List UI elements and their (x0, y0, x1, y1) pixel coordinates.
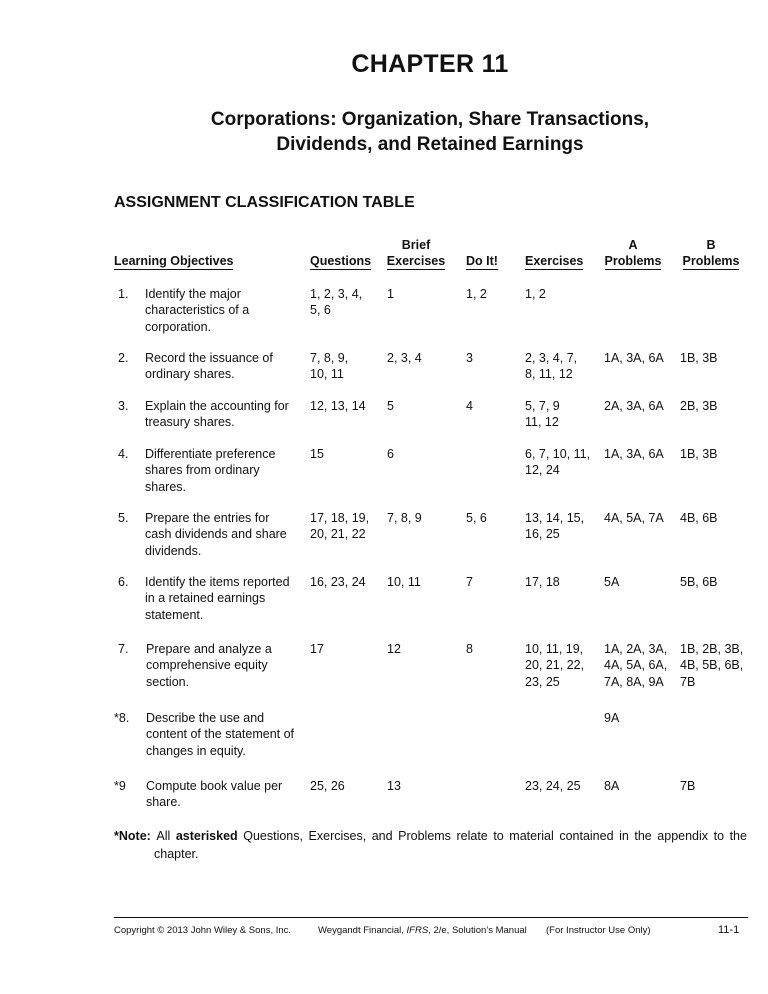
cell-questions (310, 398, 366, 414)
cell-line: 4A, 5A, 7A (604, 511, 664, 525)
cell-brief-exercises (387, 641, 401, 657)
objective-text (146, 641, 306, 690)
cell-b-problems (680, 350, 718, 366)
objective-number: 3. (118, 399, 129, 413)
cell-line: 4B, 6B (680, 511, 718, 525)
note-word: to (493, 829, 504, 843)
cell-line: 10, 11, 19, (525, 642, 584, 656)
cell-b-problems (680, 398, 718, 414)
objective-line: Prepare and analyze a (146, 642, 272, 656)
cell-line: 23, 25 (525, 674, 560, 689)
cell-line: 4 (466, 399, 473, 413)
cell-a-problems (604, 574, 619, 590)
note-line-2: chapter. (154, 847, 199, 861)
cell-line: 20, 21, 22, (525, 658, 585, 673)
cell-line: 15 (310, 447, 324, 461)
cell-line: 25, 26 (310, 779, 345, 793)
subtitle-line-1: Corporations: Organization, Share Transactions, (210, 109, 650, 130)
cell-line: 12, 24 (525, 463, 560, 478)
note-word: appendix (657, 829, 709, 843)
cell-line: 1, 2 (466, 287, 487, 301)
cell-line: 9A (604, 711, 620, 725)
header-exercises: Exercises (525, 254, 584, 268)
cell-b-problems (680, 778, 695, 794)
cell-line: 1A, 3A, 6A (604, 447, 664, 461)
cell-line: 1, 2 (525, 287, 546, 301)
note-word: Questions, (243, 829, 303, 843)
footer-manual-title (318, 925, 527, 936)
objective-line: Record the issuance of (145, 351, 273, 365)
objective-text (145, 574, 305, 623)
cell-a-problems (604, 641, 667, 690)
chapter-subtitle (120, 107, 740, 157)
cell-line: 7, 8, 9 (387, 511, 422, 525)
objective-line: Differentiate preference (145, 447, 276, 461)
note-word: to (713, 829, 725, 843)
cell-questions (310, 350, 348, 383)
note-label: *Note: (114, 829, 151, 843)
cell-line: 13 (387, 779, 401, 793)
cell-line: 7A, 8A, 9A (604, 674, 664, 689)
objective-line: section. (146, 674, 190, 689)
cell-line: 8A (604, 779, 620, 793)
header-learning-objectives: Learning Objectives (114, 254, 234, 268)
objective-line: Prepare the entries for (145, 511, 270, 525)
cell-line: 5B, 6B (680, 575, 718, 589)
cell-line: 4B, 5B, 6B, (680, 658, 744, 673)
cell-line: 2A, 3A, 6A (604, 399, 664, 413)
cell-exercises (525, 510, 584, 543)
cell-line: 3 (466, 351, 473, 365)
note-word: All (156, 829, 171, 843)
objective-text (146, 710, 306, 759)
objective-number: 4. (118, 447, 129, 461)
cell-questions (310, 510, 369, 543)
cell-brief-exercises (387, 778, 401, 794)
cell-do-it (466, 641, 473, 657)
cell-exercises (525, 574, 560, 590)
cell-line: 2, 3, 4, 7, (525, 351, 578, 365)
objective-number: *9 (114, 779, 126, 793)
cell-brief-exercises (387, 286, 394, 302)
objective-text (145, 446, 305, 495)
chapter-title: CHAPTER 11 (351, 50, 509, 78)
note-word: the (729, 829, 747, 843)
note-word: in (619, 829, 629, 843)
cell-line: 1B, 2B, 3B, (680, 642, 744, 656)
cell-line: 16, 25 (525, 527, 560, 542)
subtitle-line-2: Dividends, and Retained Earnings (276, 134, 584, 155)
cell-line: 7 (466, 575, 473, 589)
objective-line: in a retained earnings (145, 591, 266, 606)
objective-line: treasury shares. (145, 415, 235, 430)
cell-line: 1A, 3A, 6A (604, 351, 664, 365)
objective-line: changes in equity. (146, 743, 246, 758)
cell-line: 10, 11 (310, 367, 344, 382)
objective-text (145, 510, 305, 559)
header-b-problems: Problems (682, 254, 740, 268)
cell-questions (310, 778, 345, 794)
cell-brief-exercises (387, 398, 394, 414)
header-a-problems: Problems (604, 254, 662, 268)
footer-divider (114, 917, 748, 918)
cell-line: 1B, 3B (680, 351, 718, 365)
footer-manual-suffix: , 2/e, Solution’s Manual (428, 925, 527, 936)
header-a-top: A (628, 238, 638, 252)
cell-questions (310, 446, 324, 462)
cell-do-it (466, 574, 473, 590)
cell-line: 1, 2, 3, 4, (310, 287, 363, 301)
cell-line: 8, 11, 12 (525, 367, 573, 382)
cell-do-it (466, 510, 487, 526)
footer-copyright: Copyright © 2013 John Wiley & Sons, Inc. (114, 925, 292, 936)
header-brief-top: Brief (401, 238, 431, 252)
objective-number: 6. (118, 575, 129, 589)
cell-exercises (525, 398, 560, 431)
cell-exercises (525, 286, 546, 302)
cell-line: 2B, 3B (680, 399, 718, 413)
header-b-top: B (706, 238, 716, 252)
cell-line: 1 (387, 287, 394, 301)
cell-a-problems (604, 510, 664, 526)
cell-line: 5A (604, 575, 620, 589)
objective-text (145, 350, 305, 383)
header-questions: Questions (310, 254, 372, 268)
cell-questions (310, 574, 366, 590)
cell-line: 13, 14, 15, (525, 511, 585, 525)
note-word: Exercises, (308, 829, 367, 843)
cell-line: 5, 6 (310, 303, 331, 318)
header-do-it: Do It! (466, 254, 498, 268)
cell-line: 4A, 5A, 6A, (604, 658, 668, 673)
cell-line: 20, 21, 22 (310, 527, 366, 542)
cell-line: 7, 8, 9, (310, 351, 349, 365)
cell-line: 7B (680, 779, 696, 793)
cell-brief-exercises (387, 446, 394, 462)
cell-line: 5, 6 (466, 511, 487, 525)
cell-line: 17, 18, 19, (310, 511, 370, 525)
cell-brief-exercises (387, 510, 422, 526)
cell-questions (310, 286, 362, 319)
objective-number: *8. (114, 711, 130, 725)
objective-line: corporation. (145, 319, 212, 334)
objective-line: Describe the use and (146, 711, 265, 725)
objective-line: shares from ordinary (145, 463, 260, 478)
footer-manual-prefix: Weygandt Financial, (318, 925, 404, 936)
cell-line: 16, 23, 24 (310, 575, 366, 589)
cell-questions (310, 641, 324, 657)
objective-line: cash dividends and share (145, 527, 287, 542)
note-word: material (509, 829, 554, 843)
cell-line: 10, 11 (387, 575, 421, 589)
objective-number: 1. (118, 287, 129, 301)
cell-b-problems (680, 446, 718, 462)
cell-brief-exercises (387, 350, 422, 366)
cell-line: 5 (387, 399, 394, 413)
cell-a-problems (604, 350, 664, 366)
cell-brief-exercises (387, 574, 421, 590)
cell-line: 8 (466, 642, 473, 656)
footer-page-number: 11-1 (718, 924, 740, 936)
note-word: Problems (398, 829, 451, 843)
objective-line: characteristics of a (145, 303, 250, 318)
cell-exercises (525, 350, 577, 383)
cell-exercises (525, 778, 581, 794)
cell-line: 2, 3, 4 (387, 351, 422, 365)
objective-line: dividends. (145, 543, 202, 558)
cell-line: 23, 24, 25 (525, 779, 581, 793)
cell-line: 11, 12 (525, 415, 559, 430)
cell-line: 7B (680, 674, 696, 689)
cell-b-problems (680, 510, 718, 526)
cell-exercises (525, 446, 590, 479)
appendix-note (114, 827, 747, 863)
objective-line: Explain the accounting for (145, 399, 289, 413)
objective-line: share. (146, 795, 181, 810)
cell-b-problems (680, 574, 718, 590)
cell-exercises (525, 641, 584, 690)
objective-line: Compute book value per (146, 779, 283, 793)
note-word: and (371, 829, 393, 843)
cell-do-it (466, 350, 473, 366)
note-emphasis: asterisked (175, 829, 238, 843)
cell-a-problems (604, 778, 619, 794)
section-title: ASSIGNMENT CLASSIFICATION TABLE (114, 194, 415, 211)
footer-instructor-note: (For Instructor Use Only) (546, 925, 651, 936)
cell-line: 5, 7, 9 (525, 399, 560, 413)
objective-text (146, 778, 306, 811)
objective-line: content of the statement of (146, 727, 295, 742)
cell-do-it (466, 398, 473, 414)
objective-number: 2. (118, 351, 129, 365)
footer-manual-italic: IFRS (406, 925, 429, 936)
note-word: contained (559, 829, 614, 843)
objective-number: 7. (118, 642, 129, 656)
cell-a-problems (604, 710, 619, 726)
objective-text (145, 286, 305, 335)
objective-line: statement. (145, 607, 204, 622)
cell-line: 17, 18 (525, 575, 560, 589)
cell-line: 6, 7, 10, 11, (525, 447, 591, 461)
header-brief-exercises: Exercises (386, 254, 446, 268)
objective-line: comprehensive equity (146, 658, 268, 673)
cell-a-problems (604, 398, 664, 414)
objective-line: Identify the major (145, 287, 241, 301)
objective-number: 5. (118, 511, 129, 525)
note-word: the (634, 829, 652, 843)
cell-line: 6 (387, 447, 394, 461)
objective-line: Identify the items reported (145, 575, 290, 589)
cell-b-problems (680, 641, 743, 690)
cell-line: 12 (387, 642, 401, 656)
cell-line: 1A, 2A, 3A, (604, 642, 668, 656)
cell-line: 12, 13, 14 (310, 399, 366, 413)
objective-line: shares. (145, 479, 186, 494)
objective-line: ordinary shares. (145, 367, 235, 382)
cell-line: 17 (310, 642, 324, 656)
note-word: relate (456, 829, 488, 843)
objective-text (145, 398, 305, 431)
cell-a-problems (604, 446, 664, 462)
cell-do-it (466, 286, 487, 302)
cell-line: 1B, 3B (680, 447, 718, 461)
